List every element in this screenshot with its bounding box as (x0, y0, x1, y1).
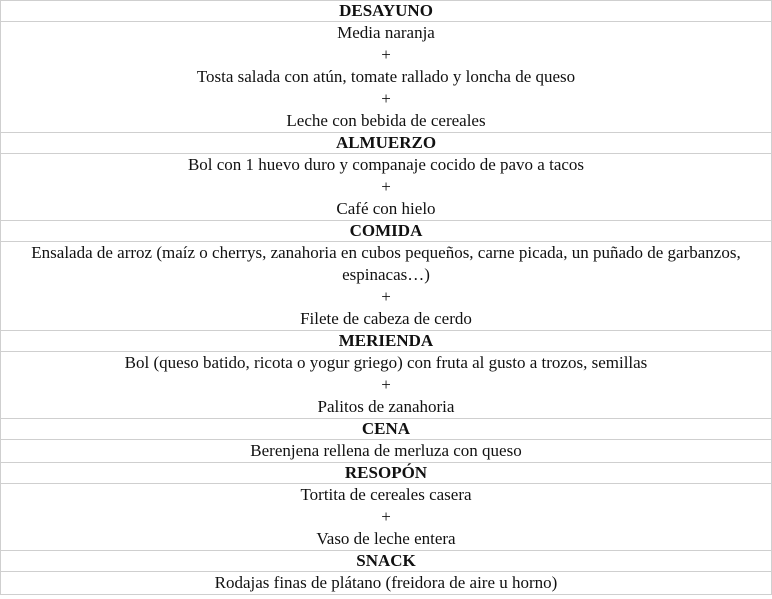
section-title: DESAYUNO (1, 1, 772, 22)
section-body-snack (1, 572, 772, 595)
menu-item: Rodajas finas de plátano (freidora de aire u horno) (214, 573, 558, 592)
plus-separator: + (381, 45, 391, 64)
section-title: ALMUERZO (1, 133, 772, 154)
menu-item: Vaso de leche entera (316, 529, 456, 548)
menu-item: Tosta salada con atún, tomate rallado y loncha de queso (196, 67, 576, 86)
section-items (1, 572, 772, 595)
section-header-resopon (1, 463, 772, 484)
section-body-resopon (1, 484, 772, 551)
section-title: MERIENDA (1, 331, 772, 352)
section-title: SNACK (1, 551, 772, 572)
section-items (1, 352, 772, 419)
section-header-comida (1, 221, 772, 242)
section-items (1, 242, 772, 331)
section-body-cena (1, 440, 772, 463)
plus-separator: + (381, 375, 391, 394)
section-header-snack (1, 551, 772, 572)
menu-item: Café con hielo (336, 199, 436, 218)
section-header-desayuno (1, 1, 772, 22)
section-body-comida (1, 242, 772, 331)
section-title: COMIDA (1, 221, 772, 242)
menu-item: Ensalada de arroz (maíz o cherrys, zanahoria en cubos pequeños, carne picada, un puñado de garbanzos, espinacas…) (31, 243, 741, 284)
menu-item: Media naranja (337, 23, 435, 42)
menu-item: Berenjena rellena de merluza con queso (250, 441, 522, 460)
menu-item: Bol con 1 huevo duro y companaje cocido de pavo a tacos (187, 155, 585, 174)
section-header-cena (1, 419, 772, 440)
section-body-desayuno (1, 22, 772, 133)
menu-item: Bol (queso batido, ricota o yogur griego) con fruta al gusto a trozos, semillas (124, 353, 648, 372)
menu-item: Tortita de cereales casera (300, 485, 472, 504)
section-title: RESOPÓN (1, 463, 772, 484)
section-items (1, 22, 772, 133)
plus-separator: + (381, 89, 391, 108)
section-body-almuerzo (1, 154, 772, 221)
section-body-merienda (1, 352, 772, 419)
plus-separator: + (381, 177, 391, 196)
menu-item: Filete de cabeza de cerdo (300, 309, 472, 328)
section-header-merienda (1, 331, 772, 352)
section-items (1, 440, 772, 463)
plus-separator: + (381, 507, 391, 526)
plus-separator: + (381, 287, 391, 306)
section-title: CENA (1, 419, 772, 440)
section-items (1, 484, 772, 551)
section-header-almuerzo (1, 133, 772, 154)
menu-item: Palitos de zanahoria (317, 397, 455, 416)
menu-item: Leche con bebida de cereales (286, 111, 486, 130)
section-items (1, 154, 772, 221)
